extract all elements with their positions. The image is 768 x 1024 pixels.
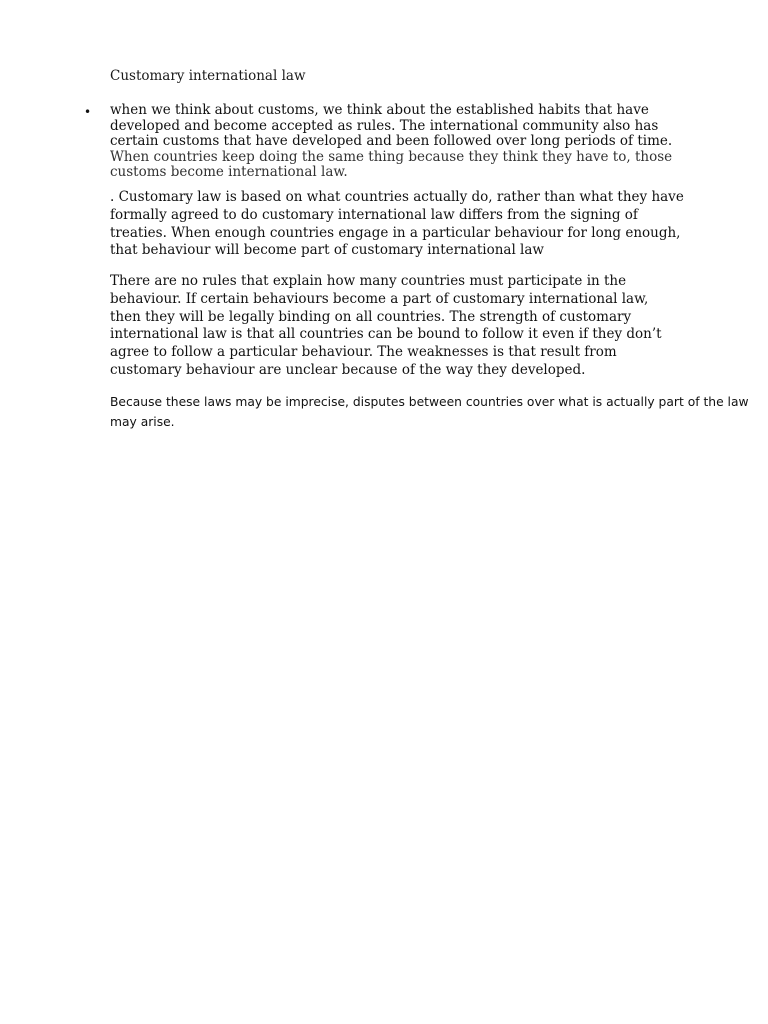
paragraph-line: . Customary law is based on what countries actually do, rather than what they have (110, 189, 684, 205)
paragraph-line: certain customs that have developed and been followed over long periods of time. (110, 133, 673, 150)
paragraph-line: formally agreed to do customary international law differs from the signing of (110, 206, 638, 223)
paragraph-customary-law-basis (110, 189, 720, 260)
paragraph-disputes (110, 393, 749, 432)
paragraph-line: developed and become accepted as rules. The international community also has (110, 117, 659, 134)
paragraph-line: behaviour. If certain behaviours become a part of customary international law, (110, 290, 649, 307)
paragraph-line: treaties. When enough countries engage in a particular behaviour for long enough, (110, 224, 681, 241)
paragraph-line: customary behaviour are unclear because of the way they developed. (110, 361, 586, 378)
paragraph-line: There are no rules that explain how many countries must participate in the (110, 273, 627, 289)
paragraph-line: agree to follow a particular behaviour. The weaknesses is that result from (110, 344, 617, 361)
paragraph-line: When countries keep doing the same thing because they think they have to, those (110, 148, 673, 165)
paragraph-customs-definition (110, 103, 710, 181)
paragraph-line: international law is that all countries can be bound to follow it even if they don’t (110, 326, 662, 343)
bullet-marker: • (84, 105, 92, 119)
paragraph-strengths-weaknesses (110, 273, 710, 380)
paragraph-line: customs become international law. (110, 164, 348, 181)
paragraph-line: may arise. (110, 414, 175, 429)
paragraph-line: then they will be legally binding on all countries. The strength of customary (110, 308, 632, 325)
paragraph-line: that behaviour will become part of customary international law (110, 242, 544, 259)
paragraph-line: when we think about customs, we think about the established habits that have (110, 102, 649, 118)
paragraph-line: Because these laws may be imprecise, disputes between countries over what is actually part of the law (110, 395, 749, 409)
document-title: Customary international law (110, 68, 306, 84)
